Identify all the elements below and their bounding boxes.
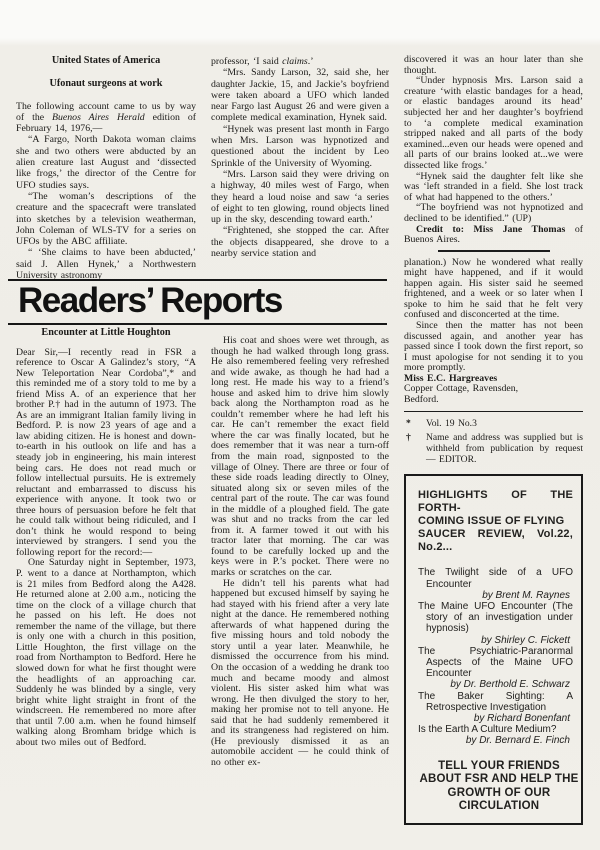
text-run: He didn’t tell his parents what had happened but excused himself by saying he had stayed with his friend after a very late night at the dance. He remembered nothing afterwards of what happened during the five missing hours and told nobody the story until a year later. Meanwhile, he dismissed the occurrence from his mind. On the occasion of a wedding he drank too much and became moody and almost violent. His sister asked him what was wrong. He then divulged the story to her, making her promise not to tell anyone. He said that he had suddenly remembered it and its strangeness had registered on him. (He previously dismissed it as an automobile accident — he could think of no other ex- (211, 577, 389, 768)
text-run: “The boyfriend was not hypnotized and declined to be identified.” (UP) (404, 202, 583, 224)
text-run: His coat and shoes were wet through, as though he had walked through long grass. He also remembered feeling very refreshed and wide awake, as though he had had a long rest. He made his way to a friend’s house and asked him to drive him slowly back along the Northampton road as he couldn’t remember where he had left his car. He can’t remember the exact field where the car was finally located, but he does remember that it was near a turn-off from the main road, signposted to the village of Olney. There are three or four of these side roads leading directly to Olney, situated along six or seven miles of the central part of the route. The car was found in the middle of a ploughed field. The gate was shut and no tracks from the car led from it. A farmer towed it out with his tractor later that morning. The car was found to be carefully locked up and the keys were in P.’s pocket. There were no marks or scratches on the car. (211, 335, 389, 579)
paragraph (16, 558, 196, 748)
text-run: Miss E.C. Hargreaves (404, 372, 498, 384)
footnote-marker: * (406, 418, 411, 430)
letter-column-1 (16, 328, 196, 748)
paragraph (16, 191, 196, 247)
paragraph (16, 247, 196, 281)
paragraph (404, 55, 583, 76)
article-text (16, 101, 196, 282)
paragraph (211, 225, 389, 259)
highlights-box (404, 474, 583, 824)
footnote-text: Vol. 19 No.3 (426, 418, 477, 430)
text-run: “Hynek said the daughter felt like she was ‘left stranded in a field. She lost track of what had happened to the others.’ (404, 170, 583, 203)
paragraph (16, 101, 196, 135)
highlights-item (418, 724, 573, 746)
text-run: “ ‘She claims to have been abducted,’ said J. Allen Hynek,’ a Northwestern University astronomy (16, 247, 196, 282)
paragraph (404, 225, 583, 246)
paragraph (211, 56, 389, 67)
highlights-item-author: by Shirley C. Fickett (481, 634, 570, 646)
letter-text (211, 336, 389, 768)
paragraph (404, 258, 583, 321)
credit-divider-rule (438, 250, 550, 252)
highlights-heading-line: SAUCER REVIEW, Vol.22, No.2... (418, 527, 573, 553)
text-run: edition of February 14, 1976,— (16, 111, 196, 135)
highlights-item-title: The Maine UFO Encounter (The story of an investigation under hypnosis) (418, 600, 573, 635)
text-run: Bedford. (404, 393, 439, 405)
letter-continuation (404, 258, 583, 374)
paragraph (211, 336, 389, 579)
paragraph (211, 579, 389, 769)
highlights-item-author: by Richard Bonenfant (473, 712, 570, 724)
paragraph (404, 321, 583, 374)
footnote-divider-rule (404, 411, 583, 412)
highlights-heading-line: COMING ISSUE OF FLYING (418, 514, 565, 527)
highlights-item (418, 691, 573, 725)
text-run: Credit to: Miss Jane Thomas (416, 223, 575, 235)
paragraph (404, 203, 583, 224)
text-run: One Saturday night in September, 1973, P. went to a dance at Northampton, which is 21 miles from Bedford along the A428. He returned alone at 2.00 a.m., noticing the time on the clock of a village church that he passed on his left. He does not remember the name of the village, but there is only one with a church in this position, Little Houghton, the first village on the road from Northampton to Bedford. Here he slowed down for what he first thought were the headlights of an approaching car. Suddenly he was blinded by a single, very bright white light straight in front of the windscreen. He remembered no more after that until 7.00 a.m. when he found himself walking along Bromham bridge which is about two miles out of Bedford. (16, 557, 196, 748)
footnote-marker: † (406, 432, 411, 444)
highlights-heading-line: HIGHLIGHTS OF THE FORTH- (418, 489, 573, 515)
footnote (404, 418, 583, 429)
article-title: Ufonaut surgeons at work (49, 78, 163, 90)
article-kicker: United States of America (51, 55, 161, 66)
text-run: “Mrs. Larson said they were driving on a highway, 40 miles west of Fargo, when they heard a loud noise and saw ‘a series of eight to ten glowing, round objects lined up in the sky, descending toward earth.’ (211, 168, 389, 226)
section-banner (8, 279, 387, 325)
text-run: planation.) Now he wondered what really might have happened, and if it would happen again. His sister said he seemed frightened, and a week or so later when I spoke to him he said that he felt very confused and disconcerted at the time. (404, 256, 583, 321)
text-run: The following account came to us by way of the (16, 100, 196, 123)
letter-column-2 (211, 336, 389, 768)
paragraph (404, 395, 583, 406)
highlights-item-title: The Twilight side of a UFO Encounter (418, 567, 573, 590)
highlights-footer: TELL YOUR FRIENDS ABOUT FSR AND HELP THE GROWTH OF OUR CIRCULATION (419, 759, 579, 813)
highlights-item-title: Is the Earth A Culture Medium? (418, 724, 557, 736)
article-text (404, 55, 583, 246)
text-run: of Buenos Aires. (404, 223, 583, 246)
letter-signature (404, 374, 583, 406)
highlights-item-author: by Brent M. Raynes (482, 589, 570, 601)
text-run: Buenos Aires Herald (52, 111, 145, 123)
paragraph (16, 348, 196, 559)
highlights-item-title: The Psychiatric-Paranormal Aspects of the Maine UFO Encounter (418, 645, 573, 680)
paragraph (211, 169, 389, 225)
highlights-heading (418, 489, 573, 553)
paragraph (211, 124, 389, 169)
paragraph (16, 134, 196, 190)
text-run: “A Fargo, North Dakota woman claims she and two others were abducted by an alien creature last August and ‘dissected like frogs,’ the director of the Centre for UFO studies says. (16, 134, 196, 191)
section-title: Readers’ Reports (18, 281, 282, 320)
letter-heading: Encounter at Little Houghton (41, 327, 171, 338)
text-run: Dear Sir,—I recently read in FSR a reference to Oscar A Galindez’s story, “A New Teleportation Near Cordoba”,* and this reminded me of a story told to me by a friend Miss A. of an experience that her brother P.† had in the autumn of 1973. The As are an immigrant Italian family living in Bedford. P. is now 23 years of age and a law abiding citizen. He is honest and down-to-earth in his outlook on life and has a steady job in engineering, his main interest being cars. He does not read much or follow intellectual pursuits. He is extremely reluctant and embarrassed to discuss his experience with anyone. It took two or three hours of persuasion before he felt that he could talk without being ridiculed, and I don’t think he would respond to being interviewed by strangers. I send you the following report for the record:— (16, 346, 196, 558)
paragraph (404, 172, 583, 204)
text-run: .’ (307, 56, 314, 67)
text-run: Copper Cottage, Ravensden, (404, 383, 519, 395)
highlights-item-title: The Baker Sighting: A Retrospective Investigation (418, 690, 573, 713)
footnotes (404, 418, 583, 465)
letter-text (16, 348, 196, 749)
text-run: “Hynek was present last month in Fargo when Mrs. Larson was hypnotized and questioned about the incident by Leo Sprinkle of the University of Wyoming. (211, 123, 389, 169)
highlights-item-list (418, 567, 573, 746)
text-run: “Mrs. Sandy Larson, 32, said she, her daughter Jackie, 15, and Jackie’s boyfriend were taken aboard a UFO which landed near Fargo last August 26 and were given a complete medical examination, Hynek said. (211, 67, 389, 124)
highlights-item-author: by Dr. Berthold E. Schwarz (450, 679, 570, 691)
top-article-column-2 (211, 56, 389, 259)
text-run: Since then the matter has not been discussed again, and another year has passed since I took down the first report, so I must apologise for not sending it to you more promptly. (404, 319, 583, 374)
top-article-column-1 (16, 55, 196, 281)
text-run: “The woman’s descriptions of the creature and the spacecraft were translated into sketches by a television weatherman, John Coleman of WLS-TV for a series on UFOs by the ABC affiliate. (16, 190, 196, 248)
highlights-item (418, 646, 573, 691)
paragraph (404, 76, 583, 171)
text-run: discovered it was an hour later than she thought. (404, 54, 583, 76)
footnote-text: Name and address was supplied but is withheld from publication by request — EDITOR. (426, 432, 583, 466)
footnote (404, 432, 583, 465)
column-3 (404, 55, 583, 825)
text-run: professor, ‘I said (211, 56, 283, 67)
highlights-item-author: by Dr. Bernard E. Finch (465, 735, 570, 747)
text-run: claims (282, 56, 308, 67)
highlights-item (418, 567, 573, 601)
paragraph (211, 67, 389, 123)
article-text (211, 56, 389, 259)
text-run: “Frightened, she stopped the car. After the objects disappeared, she drove to a nearby service station and (211, 225, 389, 260)
highlights-item (418, 601, 573, 646)
text-run: “Under hypnosis Mrs. Larson said a creature ‘with elastic bandages for a head, or elastic bandages around its head’ subjected her and her daughter’s boyfriend to ‘a complete medical examination stripped naked and all parts of the body examined...even our heads were opened and all parts of our brains looked at...we were dissected like frogs.’ (404, 75, 583, 171)
